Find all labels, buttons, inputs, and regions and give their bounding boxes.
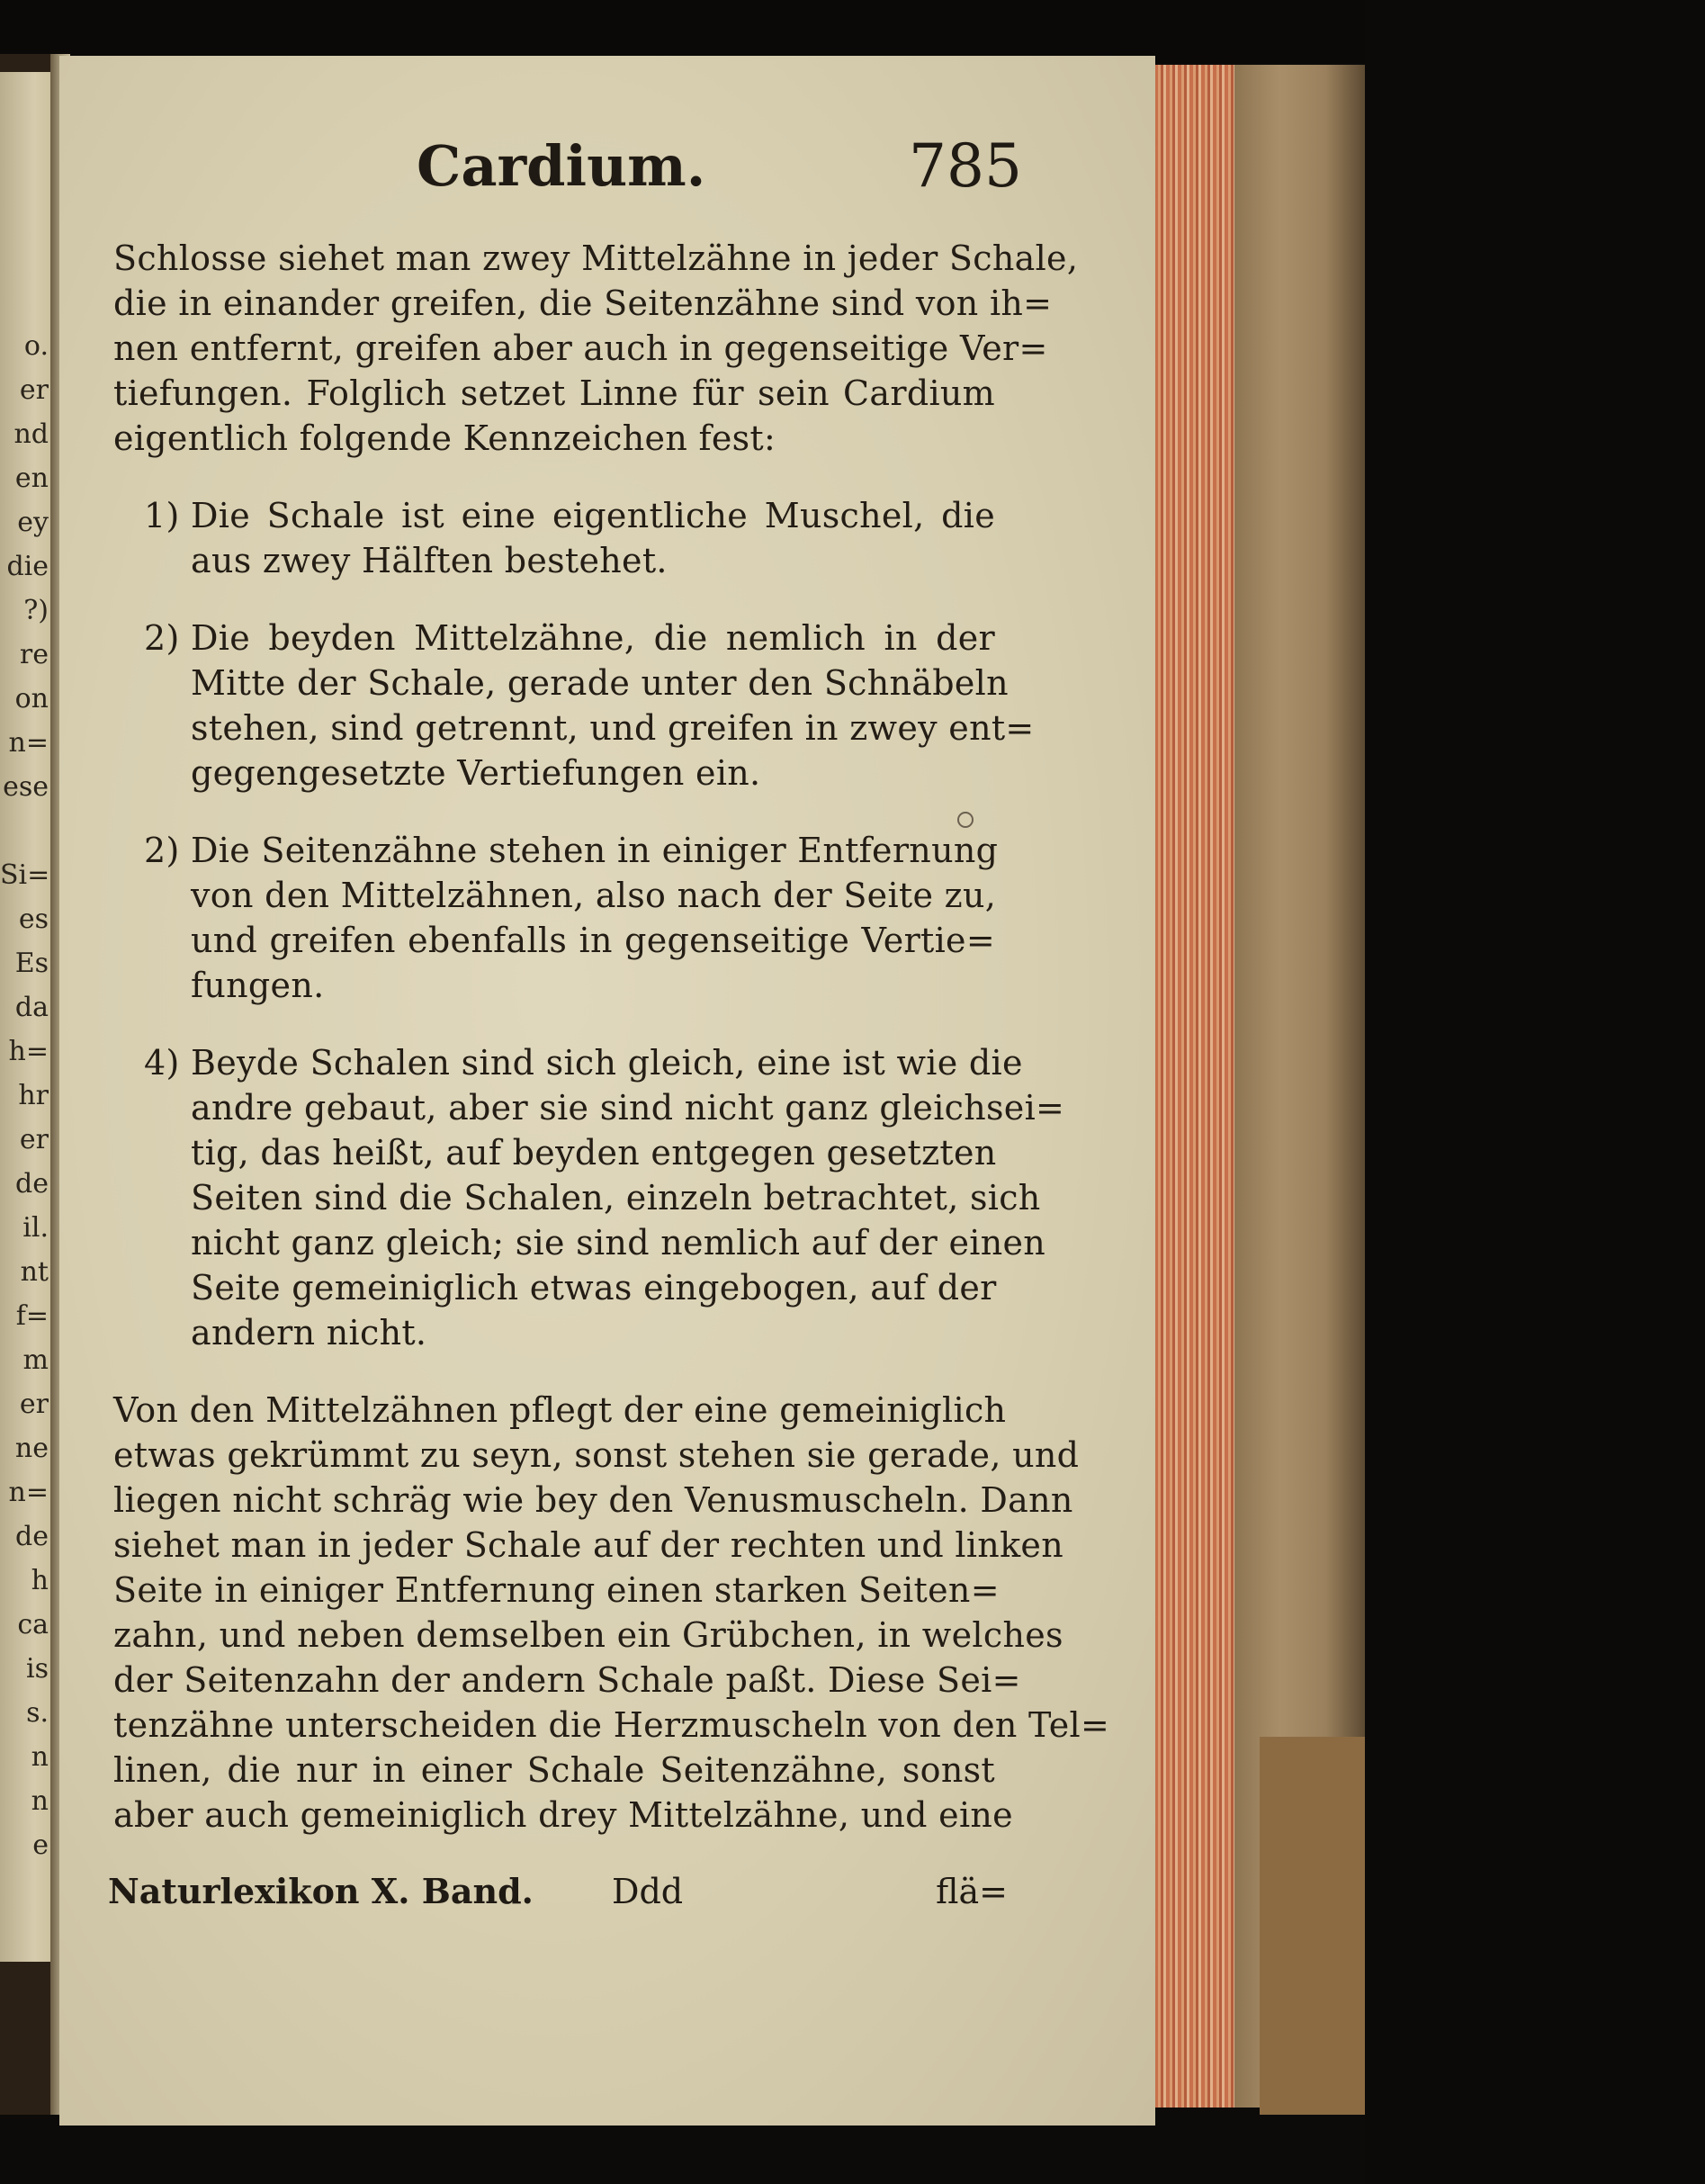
left-page-fragment [0, 809, 52, 853]
list-item [113, 616, 1035, 795]
text-line: Beyde Schalen sind sich gleich, eine ist wie die [191, 1043, 1023, 1083]
left-page-fragment: o. [23, 330, 49, 362]
text-line: Die beyden Mittelzähne, die nemlich in der [191, 618, 995, 658]
left-page-fragments [0, 324, 52, 1867]
left-page [0, 72, 58, 1962]
list-item-number: 1) [144, 496, 180, 535]
left-page-fragment: is [26, 1653, 49, 1685]
text-line: gegengesetzte Vertiefungen ein. [191, 753, 761, 793]
list-item [113, 1040, 1065, 1355]
left-page-fragment: ne [14, 1433, 49, 1464]
text-line: fungen. [191, 966, 325, 1005]
left-page-fragment: h= [8, 1036, 49, 1067]
left-page-fragment: ca [17, 1609, 49, 1640]
left-page-fragment: de [15, 1521, 49, 1552]
left-page-fragment: m [22, 1344, 49, 1376]
left-page-fragment: die [6, 551, 49, 582]
text-line: zahn, und neben demselben ein Grübchen, in welches [113, 1615, 1063, 1655]
list-item-number: 2) [144, 618, 180, 658]
text-line: andern nicht. [191, 1313, 427, 1353]
left-page-fragment: ?) [23, 595, 49, 626]
left-page-fragment: nt [20, 1256, 49, 1288]
left-page-fragment: ey [17, 507, 49, 538]
left-page-fragment: Es [14, 948, 49, 979]
left-page-fragment: en [14, 463, 49, 494]
text-line: tenzähne unterscheiden die Herzmuscheln von den Tel= [113, 1705, 1110, 1745]
page-footer [108, 1865, 1008, 1919]
left-page-fragment: h [31, 1565, 49, 1596]
body-text [113, 236, 1110, 1870]
text-line: und greifen ebenfalls in gegenseitige Vertie= [191, 921, 995, 960]
text-line: andre gebaut, aber sie sind nicht ganz gleichsei= [191, 1088, 1065, 1128]
left-page-fragment: er [19, 1389, 49, 1420]
gathering-mark: Ddd [612, 1872, 684, 1911]
list-item [113, 493, 995, 583]
text-line: tiefungen. Folglich setzet Linne für sein Cardium [113, 373, 995, 413]
left-page-fragment: er [19, 374, 49, 406]
list-item-number: 2) [144, 831, 180, 870]
list-item-number: 4) [144, 1043, 180, 1083]
left-page-fragment: f= [15, 1300, 49, 1332]
text-line: eigentlich folgende Kennzeichen fest: [113, 418, 776, 458]
text-line: aber auch gemeiniglich drey Mittelzähne, und eine [113, 1795, 1013, 1835]
left-page-fragment: er [19, 1124, 49, 1155]
text-line: Seite in einiger Entfernung einen starken Seiten= [113, 1570, 1000, 1610]
left-page-fragment: n= [8, 727, 49, 759]
left-page-fragment: n [31, 1785, 49, 1817]
text-line: die in einander greifen, die Seitenzähne sind von ih= [113, 283, 1053, 323]
cover-board [1260, 1737, 1368, 2115]
text-line: von den Mittelzähnen, also nach der Seite zu, [191, 876, 997, 915]
text-line: siehet man in jeder Schale auf der rechten und linken [113, 1525, 1063, 1565]
catchword: flä= [936, 1872, 1008, 1911]
text-line: Die Schale ist eine eigentliche Muschel, die [191, 496, 995, 535]
left-page-fragment: nd [13, 418, 49, 450]
left-page-fragment: da [14, 992, 49, 1023]
characteristics-list [113, 493, 1065, 1355]
page-number: 785 [909, 131, 1022, 201]
text-line: aus zwey Hälften bestehet. [191, 541, 668, 580]
text-line: tig, das heißt, auf beyden entgegen gesetzten [191, 1133, 997, 1173]
signature-line: Naturlexikon X. Band. [108, 1871, 534, 1911]
left-page-fragment: e [32, 1829, 49, 1861]
list-item [113, 828, 999, 1008]
left-page-fragment: es [18, 903, 49, 935]
text-line: Mitte der Schale, gerade unter den Schnäbeln [191, 663, 1009, 703]
closing-paragraph [113, 1388, 1110, 1838]
intro-paragraph [113, 236, 1079, 461]
text-line: liegen nicht schräg wie bey den Venusmuscheln. Dann [113, 1480, 1073, 1520]
text-line: Von den Mittelzähnen pflegt der eine gemeiniglich [113, 1390, 1007, 1430]
left-page-fragment: s. [26, 1697, 49, 1729]
left-page-fragment: on [14, 683, 49, 715]
left-page-fragment: Si= [0, 859, 50, 891]
left-page-fragment: n [31, 1741, 49, 1773]
backdrop-right [1365, 0, 1705, 2184]
paper-hole [957, 812, 974, 828]
text-line: stehen, sind getrennt, und greifen in zwey ent= [191, 708, 1035, 748]
left-page-fragment: de [15, 1168, 49, 1200]
left-page-fragment: re [19, 639, 49, 670]
page-edges [1143, 65, 1242, 2108]
text-line: der Seitenzahn der andern Schale paßt. Diese Sei= [113, 1660, 1021, 1700]
text-line: nicht ganz gleich; sie sind nemlich auf der einen [191, 1223, 1046, 1263]
text-line: Schlosse siehet man zwey Mittelzähne in jeder Schale, [113, 238, 1079, 278]
left-page-fragment: ese [3, 771, 49, 803]
text-line: nen entfernt, greifen aber auch in gegenseitige Ver= [113, 328, 1048, 368]
text-line: Die Seitenzähne stehen in einiger Entfernung [191, 831, 999, 870]
text-line: etwas gekrümmt zu seyn, sonst stehen sie gerade, und [113, 1435, 1080, 1475]
text-line: linen, die nur in einer Schale Seitenzähne, sonst [113, 1750, 995, 1790]
left-page-fragment: il. [22, 1212, 49, 1244]
running-head: Cardium. [417, 133, 706, 199]
left-page-fragment: n= [8, 1477, 49, 1508]
left-page-fragment: hr [18, 1080, 49, 1111]
text-line: Seite gemeiniglich etwas eingebogen, auf der [191, 1268, 997, 1308]
text-line: Seiten sind die Schalen, einzeln betrachtet, sich [191, 1178, 1041, 1218]
